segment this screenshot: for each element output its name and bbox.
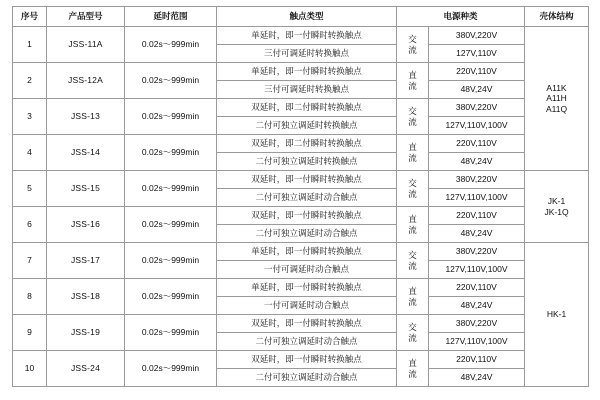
current-kind-char: 流: [408, 224, 417, 235]
cell-contact: [217, 135, 397, 171]
cell-current-kind: [397, 207, 429, 243]
power-line: 127V,110V,100V: [429, 260, 524, 278]
current-kind-char: 流: [408, 296, 417, 307]
cell-model: JSS-24: [47, 351, 125, 387]
cell-delay: 0.02s～999min: [125, 279, 217, 315]
current-kind-char: 交: [408, 321, 417, 332]
cell-power: [429, 243, 525, 279]
table-row: [13, 27, 589, 63]
current-kind-char: 直: [408, 285, 417, 296]
cell-contact: [217, 279, 397, 315]
power-line: 48V,24V: [429, 152, 524, 170]
contact-line: 双延时，即一付瞬时转换触点: [251, 174, 362, 184]
current-kind-char: 流: [408, 44, 417, 55]
table-row: [13, 63, 589, 99]
contact-line: 二付可独立调延时动合触点: [217, 188, 396, 206]
shell-line: A11K: [546, 82, 567, 93]
power-line: 48V,24V: [429, 296, 524, 314]
power-line: 220V,110V: [456, 354, 497, 364]
cell-power: [429, 171, 525, 207]
cell-current-kind: [397, 279, 429, 315]
current-kind-char: 流: [408, 188, 417, 199]
shell-line: JK-1: [547, 195, 566, 206]
cell-delay: 0.02s～999min: [125, 27, 217, 63]
cell-contact: [217, 171, 397, 207]
cell-no: 3: [13, 99, 47, 135]
cell-no: 9: [13, 315, 47, 351]
contact-line: 双延时，即一付瞬时转换触点: [251, 354, 362, 364]
current-kind-char: 流: [408, 80, 417, 91]
current-kind-char: 交: [408, 249, 417, 260]
contact-line: 单延时，即一付瞬时转换触点: [251, 282, 362, 292]
contact-line: 三付可调延时转换触点: [217, 80, 396, 98]
power-line: 127V,110V,100V: [429, 116, 524, 134]
table-row: [13, 99, 589, 135]
cell-shell-group: [525, 171, 589, 243]
cell-no: 10: [13, 351, 47, 387]
cell-current-kind: [397, 27, 429, 63]
power-line: 220V,110V: [456, 282, 497, 292]
cell-delay: 0.02s～999min: [125, 207, 217, 243]
cell-model: JSS-13: [47, 99, 125, 135]
contact-line: 单延时，即一付瞬时转换触点: [251, 246, 362, 256]
cell-shell-group: [525, 243, 589, 387]
cell-contact: [217, 315, 397, 351]
cell-power: [429, 63, 525, 99]
current-kind-char: 流: [408, 260, 417, 271]
cell-current-kind: [397, 63, 429, 99]
contact-line: 单延时，即一付瞬时转换触点: [251, 66, 362, 76]
cell-delay: 0.02s～999min: [125, 135, 217, 171]
shell-line: JK-1Q: [544, 206, 569, 217]
power-line: 48V,24V: [429, 368, 524, 386]
table-row: [13, 243, 589, 279]
cell-model: JSS-14: [47, 135, 125, 171]
contact-line: 二付可独立调延时动合触点: [217, 368, 396, 386]
contact-line: 双延时，即一付瞬时转换触点: [251, 318, 362, 328]
cell-no: 1: [13, 27, 47, 63]
power-line: 127V,110V,100V: [429, 332, 524, 350]
table-row: [13, 351, 589, 387]
header-row: [13, 7, 589, 27]
contact-line: 二付可独立调延时转换触点: [217, 116, 396, 134]
cell-contact: [217, 99, 397, 135]
header-no: 序号: [13, 7, 47, 27]
product-spec-table: [12, 6, 589, 387]
cell-delay: 0.02s～999min: [125, 315, 217, 351]
cell-power: [429, 207, 525, 243]
cell-current-kind: [397, 99, 429, 135]
table-row: [13, 207, 589, 243]
header-power-type: 电源种类: [397, 7, 525, 27]
cell-model: JSS-19: [47, 315, 125, 351]
power-line: 380V,220V: [455, 318, 498, 328]
current-kind-char: 直: [408, 213, 417, 224]
power-line: 127V,110V: [429, 44, 524, 62]
cell-power: [429, 279, 525, 315]
cell-delay: 0.02s～999min: [125, 351, 217, 387]
power-line: 380V,220V: [455, 30, 498, 40]
current-kind-char: 直: [408, 69, 417, 80]
power-line: 48V,24V: [429, 80, 524, 98]
current-kind-char: 交: [408, 33, 417, 44]
cell-no: 8: [13, 279, 47, 315]
table-row: [13, 315, 589, 351]
current-kind-char: 流: [408, 368, 417, 379]
cell-no: 5: [13, 171, 47, 207]
cell-current-kind: [397, 315, 429, 351]
contact-line: 单延时，即一付瞬时转换触点: [251, 30, 362, 40]
table-header: [13, 7, 589, 27]
cell-model: JSS-15: [47, 171, 125, 207]
cell-power: [429, 351, 525, 387]
table-row: [13, 171, 589, 207]
contact-line: 一付可调延时动合触点: [217, 296, 396, 314]
header-contact-type: 触点类型: [217, 7, 397, 27]
cell-model: JSS-17: [47, 243, 125, 279]
header-delay-range: 延时范围: [125, 7, 217, 27]
cell-contact: [217, 243, 397, 279]
current-kind-char: 流: [408, 152, 417, 163]
cell-model: JSS-12A: [47, 63, 125, 99]
cell-current-kind: [397, 135, 429, 171]
cell-power: [429, 27, 525, 63]
power-line: 380V,220V: [455, 174, 498, 184]
contact-line: 一付可调延时动合触点: [217, 260, 396, 278]
contact-line: 双延时，即二付瞬时转换触点: [251, 138, 362, 148]
header-model: 产品型号: [47, 7, 125, 27]
cell-power: [429, 135, 525, 171]
contact-line: 双延时，即一付瞬时转换触点: [251, 210, 362, 220]
shell-line: HK-1: [546, 309, 567, 320]
power-line: 220V,110V: [456, 138, 497, 148]
shell-line: A11H: [546, 93, 567, 104]
current-kind-char: 流: [408, 332, 417, 343]
cell-model: JSS-18: [47, 279, 125, 315]
header-shell-structure: 壳体结构: [525, 7, 589, 27]
cell-no: 6: [13, 207, 47, 243]
cell-shell-group: [525, 27, 589, 171]
power-line: 220V,110V: [456, 210, 497, 220]
cell-model: JSS-11A: [47, 27, 125, 63]
cell-power: [429, 315, 525, 351]
contact-line: 二付可独立调延时转换触点: [217, 152, 396, 170]
power-line: 127V,110V,100V: [429, 188, 524, 206]
cell-current-kind: [397, 243, 429, 279]
cell-contact: [217, 207, 397, 243]
power-line: 380V,220V: [455, 102, 498, 112]
power-line: 380V,220V: [455, 246, 498, 256]
cell-delay: 0.02s～999min: [125, 171, 217, 207]
cell-delay: 0.02s～999min: [125, 99, 217, 135]
power-line: 220V,110V: [456, 66, 497, 76]
cell-no: 4: [13, 135, 47, 171]
shell-line: A11Q: [545, 103, 568, 114]
cell-current-kind: [397, 171, 429, 207]
cell-current-kind: [397, 351, 429, 387]
table-row: [13, 135, 589, 171]
cell-contact: [217, 63, 397, 99]
current-kind-char: 交: [408, 105, 417, 116]
current-kind-char: 交: [408, 177, 417, 188]
cell-delay: 0.02s～999min: [125, 243, 217, 279]
cell-no: 7: [13, 243, 47, 279]
cell-contact: [217, 27, 397, 63]
contact-line: 二付可独立调延时动合触点: [217, 224, 396, 242]
contact-line: 二付可独立调延时动合触点: [217, 332, 396, 350]
current-kind-char: 直: [408, 357, 417, 368]
contact-line: 双延时，即二付瞬时转换触点: [251, 102, 362, 112]
cell-delay: 0.02s～999min: [125, 63, 217, 99]
power-line: 48V,24V: [429, 224, 524, 242]
current-kind-char: 流: [408, 116, 417, 127]
contact-line: 三付可调延时转换触点: [217, 44, 396, 62]
cell-model: JSS-16: [47, 207, 125, 243]
cell-power: [429, 99, 525, 135]
current-kind-char: 直: [408, 141, 417, 152]
cell-no: 2: [13, 63, 47, 99]
cell-contact: [217, 351, 397, 387]
table-body: [13, 27, 589, 387]
table-row: [13, 279, 589, 315]
